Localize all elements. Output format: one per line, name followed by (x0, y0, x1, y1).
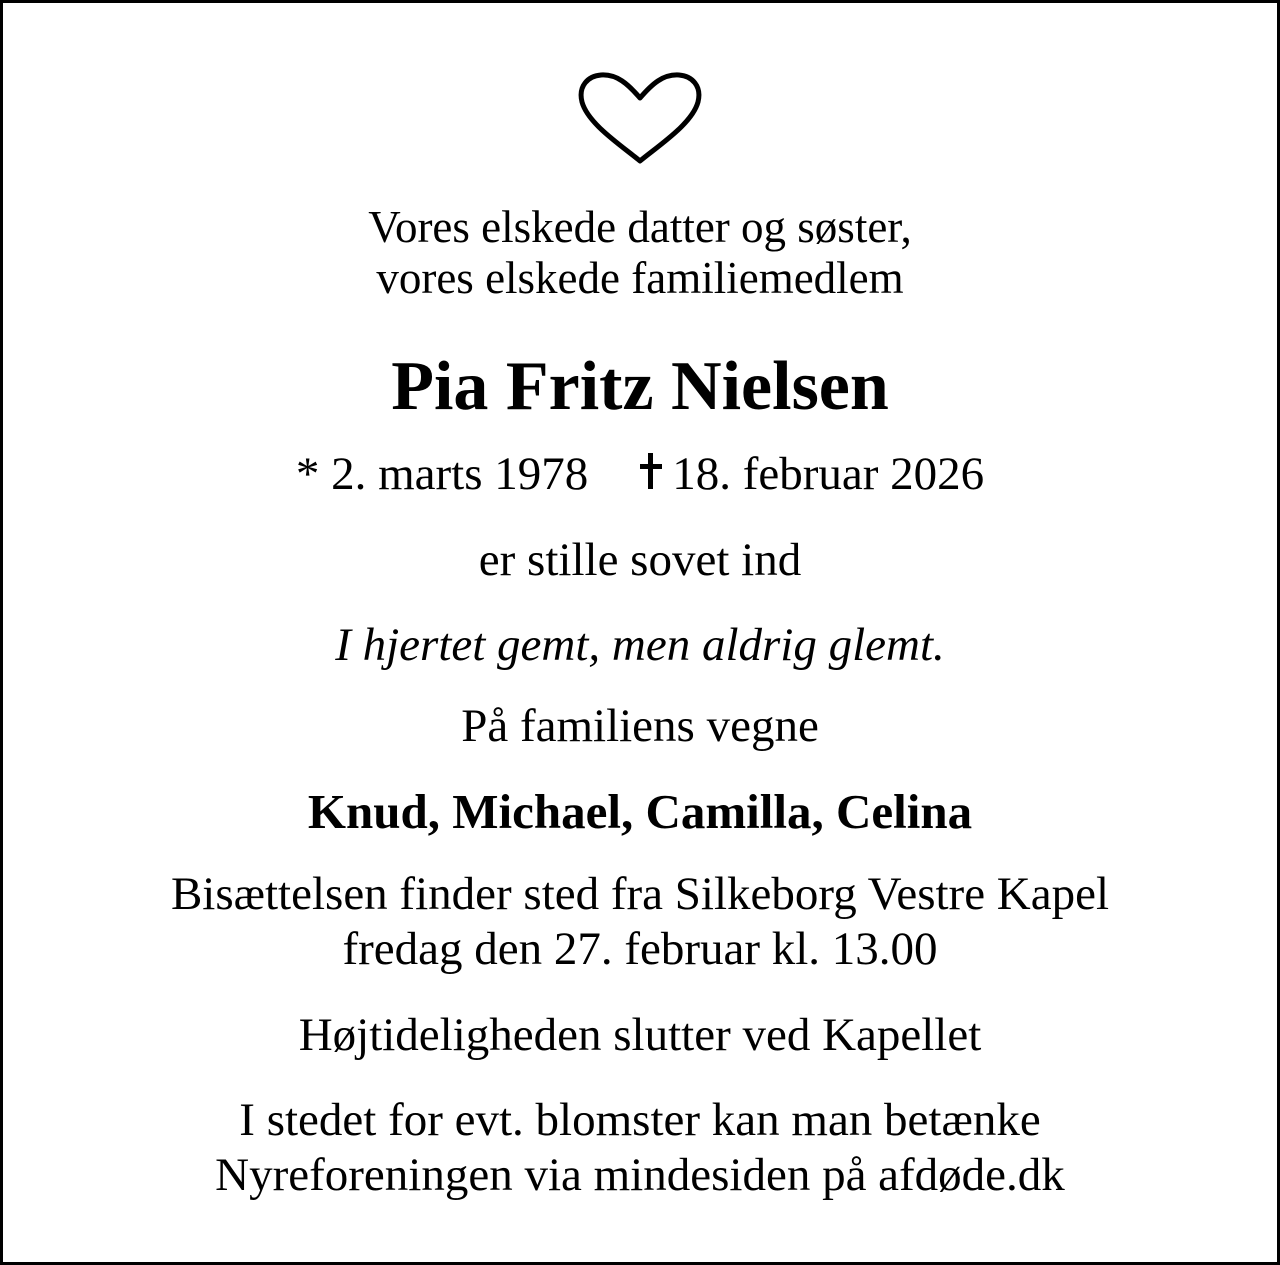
family-names: Knud, Michael, Camilla, Celina (307, 784, 973, 839)
behalf-text: På familiens vegne (461, 700, 819, 752)
donation-line-2: Nyreforeningen via mindesiden på afdøde.dk (215, 1149, 1065, 1201)
passing-text: er stille sovet ind (478, 534, 802, 586)
memorial-quote: I hjertet gemt, men aldrig glemt. (335, 619, 945, 671)
donation-line-1: I stedet for evt. blomster kan man betænke (239, 1094, 1041, 1146)
intro-text (0, 202, 1280, 303)
intro-line-2: vores elskede familiemedlem (376, 253, 904, 303)
ceremony-line-2: fredag den 27. februar kl. 13.00 (342, 923, 938, 975)
heart-icon (570, 64, 710, 168)
life-dates (0, 448, 1280, 500)
heart-icon-container (0, 64, 1280, 168)
deceased-name: Pia Fritz Nielsen (391, 348, 889, 425)
cross-icon (640, 453, 662, 489)
closing-text: Højtideligheden slutter ved Kapellet (298, 1009, 982, 1061)
intro-line-1: Vores elskede datter og søster, (368, 202, 912, 252)
birth-date: * 2. marts 1978 (295, 448, 589, 500)
ceremony-line-1: Bisættelsen finder sted fra Silkeborg Vestre Kapel (170, 868, 1110, 920)
death-date: 18. februar 2026 (672, 448, 985, 500)
ceremony-details (0, 868, 1280, 975)
donation-text (0, 1094, 1280, 1201)
